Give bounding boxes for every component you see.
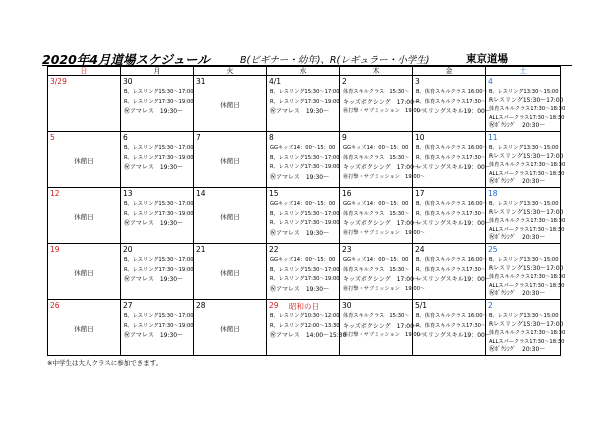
class-entry: ㊗ﾎﾞｸｼﾝｸﾞ 20:30～ [489,346,546,353]
class-entry: ㊗アマレス 19:30～ [270,229,330,237]
class-entry: ㊗アマレス 19:30～ [124,332,184,339]
day-number: 25 [488,245,498,254]
day-cell [48,244,121,300]
class-entry: ㊗打撃・サブミッション 19:00～ [343,229,426,236]
day-number: 6 [123,133,128,142]
weekday-header-row [48,67,561,76]
day-cell [267,76,340,132]
class-entry: 体育スキルクラス 15:30～ [343,210,410,217]
closed-day-label: 休館日 [220,325,240,333]
day-number: 24 [415,245,425,254]
class-list [124,144,192,173]
day-number: 30 [123,77,133,86]
class-entry: R、レスリング17:30～19:00 [124,154,194,161]
day-number: 28 [196,301,206,310]
weekday-header-fri: 金 [413,67,486,76]
day-cell [48,300,121,356]
class-entry: レスリングスキル19：00～ [416,164,491,171]
weekday-header-wed: 水 [267,67,340,76]
class-entry: B、レスリング15:30～17:00 [270,154,340,161]
class-entry: GGキッズ14：00～15：00 [270,257,336,263]
day-cell [121,132,194,188]
class-list [416,88,491,117]
day-cell [413,244,491,300]
page-title: 2020年4月道場スケジュール [42,52,210,67]
class-entry: B、レスリング13:30～15:00 [489,201,559,207]
class-list [270,256,338,294]
class-entry: R、体育スキルクラス17:30～ [416,266,487,273]
class-entry: ㊗アマレス 19:30～ [124,108,184,115]
class-entry: B、レスリング15:30～17:00 [124,201,194,207]
class-list [343,256,426,294]
class-list [416,312,491,341]
class-entry: ㊗アマレス 19:30～ [124,276,184,283]
footnote: ※中学生は大人クラスに参加できます。 [47,359,163,367]
day-number: 29 [269,301,279,310]
class-entry: キッズボクシング 17:00～ [343,164,420,171]
day-cell [486,76,566,132]
class-entry: B、体育スキルクラス 16:00～ [416,201,488,207]
day-number: 18 [488,189,498,198]
closed-day-label: 休館日 [220,101,240,109]
class-entry: B、レスリング13:30～15:00 [489,257,559,263]
day-cell [267,188,340,244]
schedule-calendar [47,66,566,356]
class-entry: レスリングスキル19：00～ [416,276,491,283]
class-entry: ㊗打撃・サブミッション 19:00～ [343,285,426,292]
class-entry: R、レスリング17:30～19:00 [270,164,340,170]
day-cell [486,300,566,356]
class-entry: ALLスパークラス17:30～18:30 [489,338,565,345]
day-number: 20 [123,245,133,254]
class-entry: R、レスリング17:30～19:00 [124,98,194,105]
week-row [48,132,561,188]
weekday-header-sun: 日 [48,67,121,76]
day-number: 15 [269,189,279,198]
closed-day-label: 休館日 [220,157,240,165]
class-entry: キッズボクシング 17:00～ [343,220,420,227]
day-cell [267,244,340,300]
class-entry: R、レスリング17:30～19:00 [124,210,194,217]
class-entry: ㊗ﾎﾞｸｼﾝｸﾞ 20:30～ [489,234,546,241]
class-entry: B、レスリング15:30～17:00 [270,266,340,273]
class-entry: キッズボクシング 17:00～ [343,98,420,106]
day-cell [486,188,566,244]
class-entry: 体育スキルクラス 15:30～ [343,266,410,273]
class-entry: B、体育スキルクラス 16:00～ [416,313,488,319]
class-entry: B、レスリング10:30～12:00 [270,313,340,319]
day-cell [413,188,491,244]
day-number: 3 [415,77,420,86]
class-entry: 体育スキルクラス17:30～18:30 [489,330,566,336]
class-entry: ㊗アマレス 19:30～ [270,173,330,181]
day-number: 11 [488,133,498,142]
class-entry: B、レスリング13:30～15:00 [489,313,559,319]
class-list [343,144,426,182]
day-number: 19 [50,245,60,254]
class-list [489,144,566,187]
class-entry: ㊗アマレス 19:30～ [270,108,330,115]
class-entry: ㊗アマレス 19:30～ [270,285,330,293]
day-cell [267,300,347,356]
day-number: 30 [342,301,352,310]
class-entry: キッズボクシング 17:00～ [343,322,420,330]
class-entry: Rレスリング15:30～17:00 [489,264,564,272]
class-entry: レスリングスキル19：00～ [416,108,491,115]
day-number: 31 [196,77,206,86]
day-number: 2 [342,77,347,86]
class-list [489,256,566,299]
class-entry: B、体育スキルクラス 16:00～ [416,145,488,151]
day-number: 21 [196,245,206,254]
class-entry: B、レスリング13:30～15:00 [489,89,559,95]
day-number: 13 [123,189,133,198]
class-legend: B(ビギナー・幼年)、R(レギュラー・小学生) [240,55,430,66]
class-entry: レスリングスキル19：00～ [416,220,491,227]
class-entry: Rレスリング15:30～17:00 [489,96,564,104]
class-list [124,200,192,229]
class-entry: R、レスリング17:30～19:00 [270,276,340,282]
class-entry: ㊗アマレス 19:30～ [124,164,184,171]
class-list [416,144,491,173]
dojo-location: 東京道場 [466,53,508,65]
day-number: 27 [123,301,133,310]
class-entry: ㊗打撃・サブミッション 19:00～ [343,173,426,180]
week-row [48,76,561,132]
day-number: 23 [342,245,352,254]
class-entry: R、レスリング17:30～19:00 [124,322,194,329]
class-list [270,312,347,341]
class-entry: ㊗打撃・サブミッション 19:00～ [343,108,426,114]
class-entry: B、レスリング15:30～17:00 [270,89,340,95]
week-row [48,300,561,356]
weekday-header-sat: 土 [486,67,561,76]
class-entry: GGキッズ14：00～15：00 [270,201,336,207]
day-cell [194,300,267,356]
class-entry: 体育スキルクラス 15:30～ [343,313,410,319]
class-list [489,312,566,355]
class-entry: ALLスパークラス17:30～18:30 [489,226,565,233]
day-cell [413,132,491,188]
class-entry: R、レスリング17:30～19:00 [270,220,340,226]
class-entry: R、体育スキルクラス17:30～ [416,98,487,105]
day-number: 8 [269,133,274,142]
class-entry: R、レスリング12:00～13:30 [270,322,340,329]
class-list [343,88,426,117]
day-cell [121,188,194,244]
class-entry: ALLスパークラス17:30～18:30 [489,282,565,289]
class-entry: ALLスパークラス17:30～18:30 [489,114,565,121]
weekday-header-thu: 木 [340,67,413,76]
class-entry: ㊗打撃・サブミッション 19:00～ [343,332,426,338]
class-entry: ALLスパークラス17:30～18:30 [489,170,565,177]
class-entry: R、体育スキルクラス17:30～ [416,322,487,329]
class-entry: GGキッズ14：00～15：00 [270,145,336,151]
class-entry: ㊗ﾎﾞｸｼﾝｸﾞ 20:30～ [489,122,546,129]
class-entry: R、体育スキルクラス17:30～ [416,210,487,217]
holiday-label: 昭和の日 [289,302,319,311]
day-cell [194,244,267,300]
day-number: 4/1 [269,77,282,86]
day-cell [340,76,426,132]
class-list [489,200,566,243]
day-number: 4 [488,77,493,86]
class-entry: Rレスリング15:30～17:00 [489,208,564,216]
class-list [343,200,426,238]
day-number: 22 [269,245,279,254]
day-number: 10 [415,133,425,142]
closed-day-label: 休館日 [220,269,240,277]
day-number: 5/1 [415,301,428,310]
class-list [124,256,192,285]
class-entry: R、体育スキルクラス17:30～ [416,154,487,161]
day-cell [48,132,121,188]
day-number: 14 [196,189,206,198]
day-cell [267,132,340,188]
class-entry: GGキッズ14：00～15：00 [343,257,409,263]
day-number: 7 [196,133,201,142]
day-cell [194,188,267,244]
class-list [270,88,338,117]
day-cell [486,132,566,188]
closed-day-label: 休館日 [74,157,94,165]
weekday-header-tue: 火 [194,67,267,76]
class-entry: 体育スキルクラス17:30～18:30 [489,162,566,168]
day-number: 26 [50,301,60,310]
day-cell [48,76,121,132]
class-entry: キッズボクシング 17:00～ [343,276,420,283]
weekday-header-mon: 月 [121,67,194,76]
class-entry: B、レスリング15:30～17:00 [124,257,194,263]
class-entry: 体育スキルクラス17:30～18:30 [489,106,566,112]
day-cell [486,244,566,300]
class-entry: B、レスリング15:30～17:00 [124,313,194,319]
day-cell [121,76,194,132]
class-list [270,144,338,182]
class-entry: R、レスリング17:30～19:00 [124,266,194,273]
day-number: 2 [488,301,493,310]
class-entry: Rレスリング15:30～17:00 [489,320,564,328]
class-entry: 体育スキルクラス17:30～18:30 [489,218,566,224]
day-number: 5 [50,133,55,142]
class-entry: ㊗アマレス 14:00～15:30 [270,332,347,339]
day-number: 16 [342,189,352,198]
class-list [124,312,192,341]
day-cell [340,188,426,244]
closed-day-label: 休館日 [220,213,240,221]
class-entry: 体育スキルクラス 15:30～ [343,154,410,161]
day-cell [48,188,121,244]
day-cell [121,300,194,356]
class-list [489,88,566,131]
class-entry: B、レスリング15:30～17:00 [124,145,194,151]
class-list [416,200,491,229]
class-entry: B、体育スキルクラス 16:00～ [416,257,488,263]
day-cell [121,244,194,300]
week-row [48,188,561,244]
class-entry: B、レスリング13:30～15:00 [489,145,559,151]
class-entry: B、レスリング15:30～17:00 [270,210,340,217]
class-entry: 体育スキルクラス17:30～18:30 [489,274,566,280]
class-list [270,200,338,238]
closed-day-label: 休館日 [74,269,94,277]
class-list [124,88,192,117]
day-number: 3/29 [50,77,67,86]
class-entry: ㊗アマレス 19:30～ [124,220,184,227]
day-number: 9 [342,133,347,142]
closed-day-label: 休館日 [74,325,94,333]
day-cell [194,76,267,132]
class-list [416,256,491,285]
class-entry: ㊗ﾎﾞｸｼﾝｸﾞ 20:30～ [489,178,546,185]
class-entry: GGキッズ14：00～15：00 [343,201,409,207]
week-row [48,244,561,300]
class-entry: B、体育スキルクラス 16:00～ [416,89,488,95]
class-entry: レスリングスキル19：00～ [416,332,491,339]
closed-day-label: 休館日 [74,213,94,221]
day-number: 17 [415,189,425,198]
class-list [343,312,426,341]
day-number: 12 [50,189,60,198]
class-entry: Rレスリング15:30～17:00 [489,152,564,160]
class-entry: GGキッズ14：00～15：00 [343,145,409,151]
class-entry: ㊗ﾎﾞｸｼﾝｸﾞ 20:30～ [489,290,546,297]
day-cell [413,76,491,132]
class-entry: B、レスリング15:30～17:00 [124,89,194,95]
day-cell [194,132,267,188]
day-cell [413,300,491,356]
class-entry: R、レスリング17:30～19:00 [270,98,340,105]
class-entry: 体育スキルクラス 15:30～ [343,89,410,95]
